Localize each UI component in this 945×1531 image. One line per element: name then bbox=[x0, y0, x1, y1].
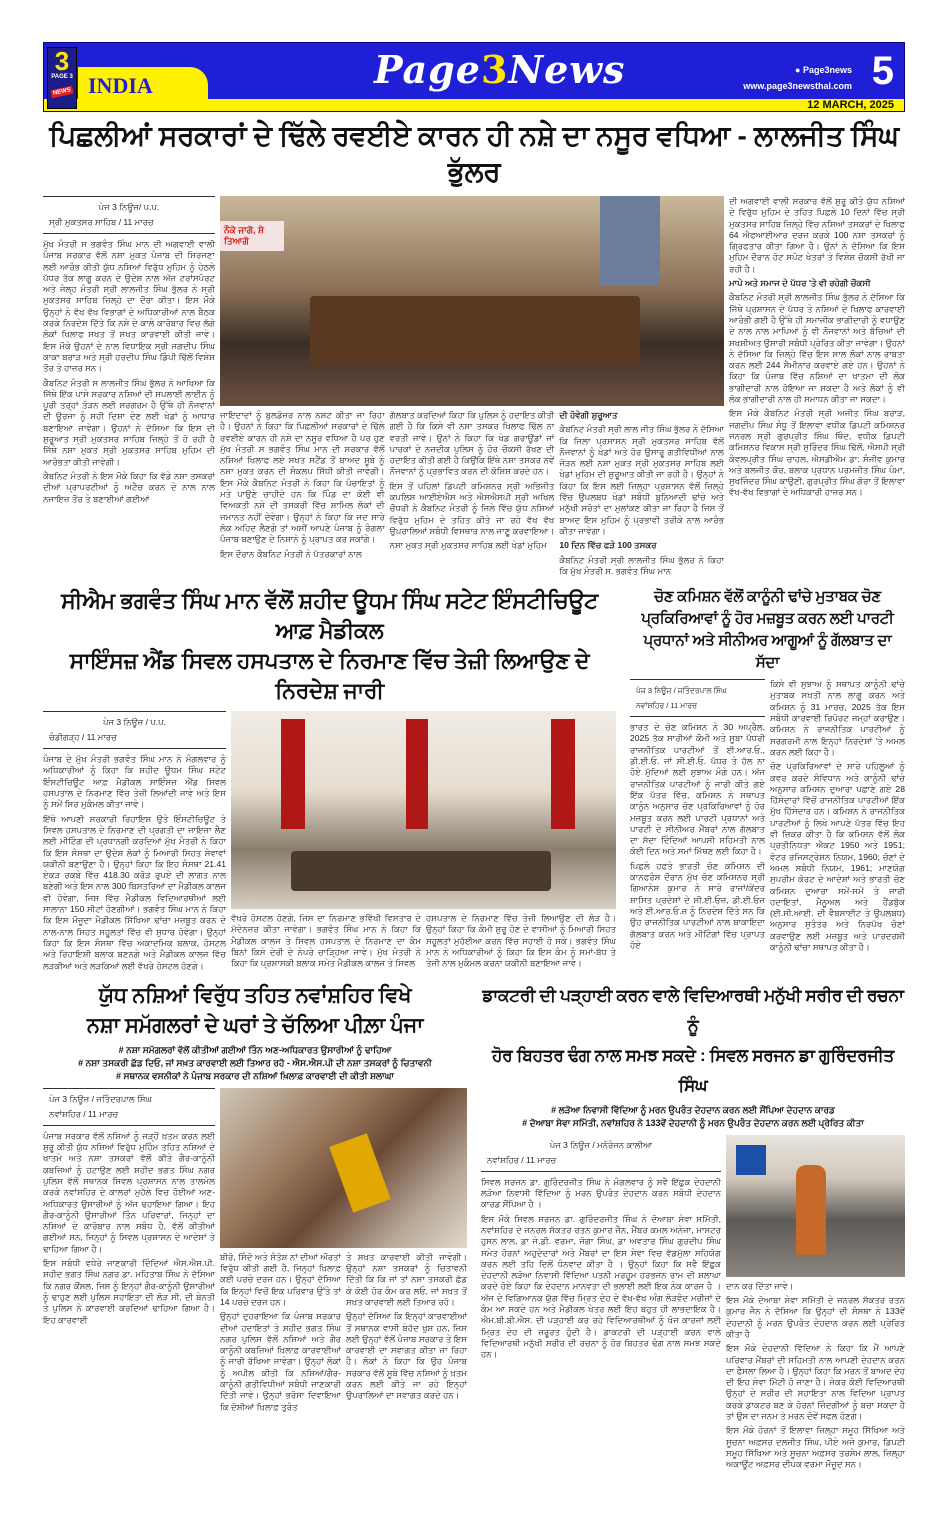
website-url: www.page3newsthal.com bbox=[743, 81, 852, 91]
logo-small-text: PAGE 3 bbox=[51, 74, 73, 80]
story1-center bbox=[220, 196, 724, 580]
subhead: # ਨਸ਼ਾ ਸਮੱਗਲਰਾਂ ਵੱਲੋਂ ਕੀਤੀਆਂ ਗਈਆਂ ਤਿੰਨ ਅਣ-ਅਧਿਕਾਰਤ ਉਸਾਰੀਆਂ ਨੂੰ ਢਾਹਿਆ bbox=[118, 1044, 392, 1055]
story4-left bbox=[43, 1088, 215, 1329]
facebook-handle bbox=[795, 65, 852, 75]
story1-col4 bbox=[559, 410, 724, 580]
byline-agency: ਪੇਜ 3 ਨਿਊਜ਼ / ਜਤਿੰਦਰਪਾਲ ਸਿੰਘ bbox=[636, 686, 727, 696]
story5-photo-card-handover bbox=[726, 1135, 905, 1277]
story3-headline-line2: ਪ੍ਰਕਿਰਿਆਵਾਂ ਨੂੰ ਹੋਰ ਮਜ਼ਬੂਤ ਕਰਨ ਲਈ ਪਾਰਟੀ bbox=[641, 610, 894, 628]
story2-left bbox=[43, 711, 226, 975]
story1-col3 bbox=[390, 410, 555, 580]
story2 bbox=[43, 586, 616, 975]
story1-byline bbox=[43, 196, 215, 234]
byline-place: ਨਵਾਂਸ਼ਹਿਰ / 11 ਮਾਰਚ bbox=[487, 1154, 557, 1165]
paragraph: ਪਿਛਲੇ ਹਫ਼ਤੇ ਭਾਰਤੀ ਚੋਣ ਕਮਿਸ਼ਨ ਦੀ ਕਾਨਫਰੰਸ ਦੌਰਾਨ ਮੁੱਖ ਚੋਣ ਕਮਿਸ਼ਨਰ ਸ੍ਰੀ ਗਿਆਨੇਸ਼ ਕੁਮਾਰ ਨੇ ਸਾਰੇ ਰਾਜਾਂ/ਕੇਂਦਰ ਸ਼ਾਸਿਤ ਪ੍ਰਦੇਸ਼ਾਂ ਦੇ ਸੀ.ਈ.ਓਜ਼, ਡੀ.ਈ.ਓਜ਼ ਅਤੇ ਈ.ਆਰ.ਓ.ਜ਼ ਨੂੰ ਨਿਰਦੇਸ਼ ਦਿੱਤੇ ਸਨ ਕਿ ਉਹ ਰਾਜਨੀਤਿਕ ਪਾਰਟੀਆਂ ਨਾਲ ਬਾਕਾਇਦਾ ਗੱਲਬਾਤ ਕਰਨ ਅਤੇ ਮੀਟਿੰਗਾਂ ਵਿੱਚ ਪ੍ਰਾਪਤ ਹੋਏ bbox=[630, 860, 765, 950]
byline-place: ਨਵਾਂਸ਼ਹਿਰ / 11 ਮਾਰਚ bbox=[636, 701, 698, 711]
byline-place: ਨਵਾਂਸ਼ਹਿਰ / 11 ਮਾਰਚ bbox=[49, 1108, 119, 1119]
subhead: # ਲੜੋਆ ਨਿਵਾਸੀ ਵਿੱਦਿਆ ਨੂੰ ਮਰਨ ਉਪਰੰਤ ਦੇਹਦਾਨ ਕਰਨ ਲਈ ਸੌਂਪਿਆ ਦੇਹਦਾਨ ਕਾਰਡ bbox=[551, 1104, 835, 1115]
story1-col5 bbox=[729, 196, 905, 502]
paragraph: ਇਸ ਮੌਕੇ ਹੋਰਨਾਂ ਤੋਂ ਇਲਾਵਾ ਜ਼ਿਲ੍ਹਾ ਸਮੂਹ ਸਿੱਖਿਆ ਅਤੇ ਸੂਚਨਾ ਅਫ਼ਸਰ ਦਲਜੀਤ ਸਿੰਘ, ਪੀਏ ਅਜੇ ਕੁਮਾਰ, ਡਿਪਟੀ ਸਮੂਹ ਸਿੱਖਿਆ ਅਤੇ ਸੂਚਨਾ ਅਫ਼ਸਰ ਤਰਸੇਮ ਲਾਲ, ਜ਼ਿਲ੍ਹਾ ਅਕਾਊਂਟ ਅਫ਼ਸਰ ਦੀਪਕ ਵਰਮਾ ਮੌਜੂਦ ਸਨ। bbox=[726, 1425, 905, 1470]
section-label: INDIA bbox=[88, 73, 153, 98]
story5-col2 bbox=[726, 1281, 905, 1471]
paragraph: ਕਿਸੇ ਵੀ ਸੁਝਾਅ ਨੂੰ ਸਥਾਪਤ ਕਾਨੂੰਨੀ ਢਾਂਚੇ ਮੁਤਾਬਕ ਸਖ਼ਤੀ ਨਾਲ ਲਾਗੂ ਕਰਨ ਅਤੇ ਕਮਿਸ਼ਨ ਨੂੰ 31 ਮਾਰਚ, 2025 ਤੱਕ ਇਸ ਸਬੰਧੀ ਕਾਰਵਾਈ ਰਿਪੋਰਟ ਜਮ੍ਹਾਂ ਕਰਾਉਣ। ਕਮਿਸ਼ਨ ਨੇ ਰਾਜਨੀਤਿਕ ਪਾਰਟੀਆਂ ਨੂੰ ਸਰਗਰਮੀ ਨਾਲ ਇਨ੍ਹਾਂ ਨਿਰਦੇਸ਼ਾਂ 'ਤੇ ਅਮਲ ਕਰਨ ਲਈ ਕਿਹਾ ਹੈ। bbox=[770, 679, 905, 757]
paragraph: ਇਸ ਦੌਰਾਨ ਕੈਬਨਿਟ ਮੰਤਰੀ ਨੇ ਪੱਤਰਕਾਰਾਂ ਨਾਲ bbox=[220, 548, 362, 559]
paragraph: ਬੀਰੋ, ਸਿੰਦੋ ਅਤੇ ਸੰਤੋਸ਼ ਨਾਂ ਦੀਆਂ ਔਰਤਾਂ ਵਿਰੁੱਧ ਕੀਤੀ ਗਈ ਹੈ, ਜਿਨ੍ਹਾਂ ਖ਼ਿਲਾਫ਼ ਕਈ ਪਰਚੇ ਦਰਜ ਹਨ। ਉਨ੍ਹਾਂ ਦੱਸਿਆ ਕਿ ਇਨ੍ਹਾਂ ਵਿਚੋਂ ਇਕ ਪਰਿਵਾਰ ਉੱਤੇ ਤਾਂ 14 ਪਰਚੇ ਦਰਜ ਹਨ। bbox=[220, 1251, 341, 1307]
story2-col2 bbox=[231, 913, 421, 972]
title-part: Page bbox=[374, 47, 481, 92]
story5-subheads bbox=[481, 1104, 905, 1130]
story2-photo-cm-meeting bbox=[231, 711, 616, 909]
facebook-icon: ● bbox=[795, 65, 803, 75]
story1-col2 bbox=[220, 410, 385, 580]
page-number: 5 bbox=[871, 49, 894, 93]
newspaper-title bbox=[374, 47, 625, 92]
paragraph: ਵੱਖਰੇ ਹੋਸਟਲ ਹੋਣਗੇ, ਜਿਸ ਦਾ ਨਿਰਮਾਣ ਭਵਿੱਖੀ ਵਿਸਤਾਰ ਦੇ ਮੱਦੇਨਜ਼ਰ ਕੀਤਾ ਜਾਵੇਗਾ। ਭਗਵੰਤ ਸਿੰਘ ਮਾਨ ਨੇ ਕਿਹਾ ਕਿ ਮੈਡੀਕਲ ਕਾਲਜ ਤੇ ਸਿਵਲ ਹਸਪਤਾਲ ਦੇ ਨਿਰਮਾਣ ਦਾ ਕੰਮ ਬਿਨਾਂ ਕਿਸੇ ਦੇਰੀ ਦੇ ਨੇਪਰੇ ਚਾੜ੍ਹਿਆ ਜਾਵੇ। ਮੁੱਖ ਮੰਤਰੀ ਨੇ ਕਿਹਾ ਕਿ ਪ੍ਰਸ਼ਾਸਕੀ ਬਲਾਕ ਸਮੇਤ ਮੈਡੀਕਲ ਕਾਲਜ ਤੇ ਸਿਵਲ bbox=[231, 913, 421, 969]
story5-col1 bbox=[481, 1177, 721, 1361]
story3-col1 bbox=[630, 722, 765, 951]
paragraph: ਉਨ੍ਹਾਂ ਦੁਹਰਾਇਆ ਕਿ ਪੰਜਾਬ ਸਰਕਾਰ ਦੀਆਂ ਹਦਾਇਤਾਂ ਤੇ ਸ਼ਹੀਦ ਭਗਤ ਸਿੰਘ ਨਗਰ ਪੁਲਿਸ ਵੱਲੋਂ ਨਸ਼ਿਆਂ ਅਤੇ ਗੈਰ ਕਾਨੂੰਨੀ ਕਬਜ਼ਿਆਂ ਖ਼ਿਲਾਫ਼ ਕਾਰਵਾਈਆਂ ਨੂੰ ਜਾਰੀ ਰੱਖਿਆ ਜਾਵੇਗਾ। ਉਨ੍ਹਾਂ ਲੋਕਾਂ ਨੂੰ ਅਪੀਲ ਕੀਤੀ ਕਿ ਨਸ਼ਿਆਂ/ਗੈਰ-ਕਾਨੂੰਨੀ ਗਤੀਵਿਧੀਆਂ ਸਬੰਧੀ ਜਾਣਕਾਰੀ ਦਿੱਤੀ ਜਾਵੇ। ਉਨ੍ਹਾਂ ਭਰੋਸਾ ਦਿਵਾਇਆ ਕਿ ਦੋਸ਼ੀਆਂ ਖ਼ਿਲਾਫ਼ ਤੁਰੰਤ bbox=[220, 1311, 341, 1412]
paragraph: ਕੈਬਨਿਟ ਮੰਤਰੀ ਸ੍ਰੀ ਲਾਲਜੀਤ ਸਿੰਘ ਭੁੱਲਰ ਨੇ ਦੱਸਿਆ ਕਿ ਜਿੱਥੇ ਪ੍ਰਸ਼ਾਸਨ ਦੇ ਪੱਧਰ ਤੇ ਨਸ਼ਿਆਂ ਦੇ ਖਿਲਾਫ ਕਾਰਵਾਈ ਆਰੰਭੀ ਗਈ ਹੈ ਉੱਥੇ ਹੀ ਸਮਾਜੀਕ ਭਾਗੀਦਾਰੀ ਨੂੰ ਵਧਾਉਣ ਦੇ ਨਾਲ ਨਾਲ ਮਾਪਿਆਂ ਨੂੰ ਵੀ ਨੌਜਵਾਨਾਂ ਅਤੇ ਬੱਚਿਆਂ ਦੀ ਸ਼ਖਸ਼ੀਅਤ ਉਸਾਰੀ ਸਬੰਧੀ ਪ੍ਰੇਰਿਤ ਕੀਤਾ ਜਾਵੇਗਾ। ਉਹਨਾਂ ਨੇ ਦੱਸਿਆ ਕਿ ਜ਼ਿਲ੍ਹੇ ਵਿੱਚ ਇਸ ਸਾਲ ਲੋਕਾਂ ਨਾਲ ਰਾਬਤਾ ਕਰਨ ਲਈ 244 ਸੈਮੀਨਾਰ ਕਰਵਾਏ ਗਏ ਹਨ। ਉਹਨਾਂ ਨੇ ਕਿਹਾ ਕਿ ਪੰਜਾਬ ਵਿੱਚ ਨਸ਼ਿਆਂ ਦਾ ਖਾਤਮਾ ਦੀ ਲੋਕ ਭਾਗੀਦਾਰੀ ਨਾਲ ਹੋਇਆ ਜਾ ਸਕਦਾ ਹੈ ਅਤੇ ਲੋਕਾਂ ਨੂੰ ਵੀ ਲੋਕ ਭਾਗੀਦਾਰੀ ਨਾਲ ਹੀ ਸਮਾਧਨ ਕੀਤਾ ਜਾ ਸਕਦਾ। bbox=[729, 292, 905, 405]
story4 bbox=[43, 981, 467, 1416]
story3-byline bbox=[630, 679, 765, 717]
story3 bbox=[630, 586, 905, 956]
paragraph: ਚੋਣ ਪ੍ਰਕਿਰਿਆਵਾਂ ਦੇ ਸਾਰੇ ਪਹਿਲੂਆਂ ਨੂੰ ਕਵਰ ਕਰਦੇ ਸੰਵਿਧਾਨ ਅਤੇ ਕਾਨੂੰਨੀ ਢਾਂਚੇ ਅਨੁਸਾਰ ਕਮਿਸ਼ਨ ਦੁਆਰਾ ਪਛਾਣੇ ਗਏ 28 ਹਿੱਸੇਦਾਰਾਂ ਵਿੱਚੋਂ ਰਾਜਨੀਤਿਕ ਪਾਰਟੀਆਂ ਇੱਕ ਮੁੱਖ ਹਿੱਸੇਦਾਰ ਹਨ। ਕਮਿਸ਼ਨ ਨੇ ਰਾਜਨੀਤਿਕ ਪਾਰਟੀਆਂ ਨੂੰ ਲਿਖੇ ਆਪਣੇ ਪੱਤਰ ਵਿੱਚ ਇਹ ਵੀ ਜ਼ਿਕਰ ਕੀਤਾ ਹੈ ਕਿ ਕਮਿਸ਼ਨ ਵੱਲੋਂ ਲੋਕ ਪ੍ਰਤੀਨਿਧਤਾ ਐਕਟ 1950 ਅਤੇ 1951; ਵੋਟਰ ਰਜਿਸਟ੍ਰੇਸ਼ਨ ਨਿਯਮ, 1960; ਚੋਣਾਂ ਦੇ ਅਮਲ ਸਬੰਧੀ ਨਿਯਮ, 1961; ਮਾਣਯੋਗ ਸੁਪਰੀਮ ਕੋਰਟ ਦੇ ਆਦੇਸ਼ਾਂ ਅਤੇ ਭਾਰਤੀ ਚੋਣ ਕਮਿਸ਼ਨ ਦੁਆਰਾ ਸਮੇਂ-ਸਮੇਂ ਤੇ ਜਾਰੀ ਹਦਾਇਤਾਂ, ਮੈਨੂਅਲ ਅਤੇ ਹੈਂਡਬੁੱਕ (ਈ.ਸੀ.ਆਈ. ਦੀ ਵੈਬਸਾਈਟ ਤੇ ਉਪਲਬਧ) ਅਨੁਸਾਰ ਸੁਤੰਤਰ ਅਤੇ ਨਿਰਪੱਖ ਚੋਣਾਂ ਕਰਵਾਉਣ ਲਈ ਮਜ਼ਬੂਤ ਅਤੇ ਪਾਰਦਰਸ਼ੀ ਕਾਨੂੰਨੀ ਢਾਂਚਾ ਸਥਾਪਤ ਕੀਤਾ ਹੈ। bbox=[770, 761, 905, 952]
subheading: ਦੀ ਹੋਵੇਗੀ ਸ਼ੁਰੂਆਤ bbox=[559, 410, 618, 420]
story4-photo-demolition bbox=[220, 1088, 467, 1248]
story2-col3 bbox=[426, 913, 616, 972]
paragraph: ਇਸ ਸਬੰਧੀ ਵਧੇਰੇ ਜਾਣਕਾਰੀ ਦਿੰਦਿਆਂ ਐਸ.ਐਸ.ਪੀ. ਸ਼ਹੀਦ ਭਗਤ ਸਿੰਘ ਨਗਰ ਡਾ. ਮਹਿਤਾਬ ਸਿੰਘ ਨੇ ਦੱਸਿਆ ਕਿ ਨਗਰ ਕੌਂਸਲ, ਜਿਸ ਨੂੰ ਇਨ੍ਹਾਂ ਗੈਰ-ਕਾਨੂੰਨੀ ਉਸਾਰੀਆਂ ਨੂੰ ਢਾਹੁਣ ਲਈ ਪੁਲਿਸ ਸਹਾਇਤਾ ਦੀ ਲੋੜ ਸੀ, ਦੀ ਬੇਨਤੀ ਤੇ ਪੁਲਿਸ ਨੇ ਕਾਰਵਾਈ ਕਰਦਿਆਂ ਢਾਹਿਆ ਗਿਆ ਹੈ। ਇਹ ਕਾਰਵਾਈ bbox=[43, 1258, 215, 1325]
story4-headline-line1: ਯੁੱਧ ਨਸ਼ਿਆਂ ਵਿਰੁੱਧ ਤਹਿਤ ਨਵਾਂਸ਼ਹਿਰ ਵਿਖੇ bbox=[98, 983, 412, 1007]
paragraph: ਕੈਬਨਿਟ ਮੰਤਰੀ ਸ੍ਰੀ ਲਾਲ ਜੀਤ ਸਿੰਘ ਭੁੱਲਰ ਨੇ ਦੱਸਿਆ ਕਿ ਜਿਲਾ ਪ੍ਰਸ਼ਾਸਨ ਸ੍ਰੀ ਮੁਕਤਸਰ ਸਾਹਿਬ ਵੱਲੋਂ ਨੌਜਵਾਨਾਂ ਨੂੰ ਖੇਡਾਂ ਅਤੇ ਹੋਰ ਉਸਾਰੂ ਗਤੀਵਿਧੀਆਂ ਨਾਲ ਜੋੜਨ ਲਈ ਨਸ਼ਾ ਮੁਕਤ ਸ੍ਰੀ ਮੁਕਤਸਰ ਸਾਹਿਬ ਲਈ ਖੇਡਾਂ ਮੁਹਿਮ ਦੀ ਸ਼ੁਰੂਆਤ ਕੀਤੀ ਜਾ ਰਹੀ ਹੈ। ਉਨ੍ਹਾਂ ਨੇ ਕਿਹਾ ਕਿ ਇਸ ਲਈ ਜ਼ਿਲ੍ਹਾ ਪ੍ਰਸ਼ਾਸਨ ਵੱਲੋਂ ਜ਼ਿਲ੍ਹੇ ਵਿੱਚ ਉਪਲਬਧ ਖੇਡਾਂ ਸਬੰਧੀ ਬੁਨਿਆਦੀ ਢਾਂਚੇ ਅਤੇ ਮਨੁੱਖੀ ਸਰੋਤਾਂ ਦਾ ਮੁਲਾਂਕਣ ਕੀਤਾ ਜਾ ਰਿਹਾ ਹੈ ਜਿਸ ਤੋਂ ਬਾਅਦ ਇਸ ਮੁਹਿਮ ਨੂੰ ਪ੍ਰਭਾਵੀ ਤਰੀਕੇ ਨਾਲ ਆਰੰਭ ਕੀਤਾ ਜਾਵੇਗਾ। bbox=[559, 424, 724, 536]
story1-photo-meeting bbox=[220, 196, 724, 406]
story2-right bbox=[231, 711, 616, 972]
paragraph: ਇਸ ਮੌਕੇ ਦੇਹਦਾਨੀ ਵਿੱਦਿਆ ਨੇ ਕਿਹਾ ਕਿ ਮੈਂ ਆਪਣੇ ਪਰਿਵਾਰ ਮੈਂਬਰਾਂ ਦੀ ਸਹਿਮਤੀ ਨਾਲ ਆਪਣੀ ਦੇਹਦਾਨ ਕਰਨ ਦਾ ਫੈਸਲਾ ਲਿਆ ਹੈ। ਉਨ੍ਹਾਂ ਕਿਹਾ ਕਿ ਮਰਨ ਤੋਂ ਬਾਅਦ ਦੇਹ ਦੀ ਇਹ ਸੇਵਾ ਮਿੱਟੀ ਹੋ ਜਾਣਾ ਹੈ। ਜੇਕਰ ਕੋਈ ਵਿਦਿਆਰਥੀ ਉਨ੍ਹਾਂ ਦੇ ਸਰੀਰ ਦੀ ਸਹਾਇਤਾ ਨਾਲ ਵਿਦਿਆ ਪ੍ਰਾਪਤ ਕਰਕੇ ਡਾਕਟਰ ਬਣ ਕੇ ਹੋਰਨਾਂ ਜ਼ਿੰਦਗੀਆਂ ਨੂੰ ਬਚਾ ਸਕਦਾ ਹੈ ਤਾਂ ਉਸ ਦਾ ਜਨਮ ਤੇ ਮਰਨ ਦੋਵੇਂ ਸਫਲ ਹੋਣਗੇ। bbox=[726, 1343, 905, 1422]
story4-col2 bbox=[220, 1252, 341, 1416]
subhead: # ਦੋਆਬਾ ਸੇਵਾ ਸਮਿੱਤੀ, ਨਵਾਂਸ਼ਹਿਰ ਨੇ 133ਵੇਂ ਦੇਹਦਾਨੀ ਨੂੰ ਮਰਨ ਉਪਰੰਤ ਦੇਹਦਾਨ ਕਰਨ ਲਈ ਪ੍ਰੇਰਿਤ ਕੀਤਾ bbox=[522, 1117, 864, 1128]
logo-number: 3 bbox=[54, 46, 70, 76]
subhead: # ਸਥਾਨਕ ਵਸਨੀਕਾਂ ਨੇ ਪੰਜਾਬ ਸਰਕਾਰ ਦੀ ਨਸ਼ਿਆਂ ਖ਼ਿਲਾਫ਼ ਕਾਰਵਾਈ ਦੀ ਕੀਤੀ ਸ਼ਲਾਘਾ bbox=[115, 1070, 394, 1081]
paragraph: ਦੀ ਅਗਵਾਈ ਵਾਲੀ ਸਰਕਾਰ ਵੱਲੋਂ ਸ਼ੁਰੂ ਕੀਤੇ ਯੁੱਧ ਨਸ਼ਿਆਂ ਦੇ ਵਿਰੁੱਧ ਮੁਹਿਮ ਦੇ ਤਹਿਤ ਪਿਛਲੇ 10 ਦਿਨਾਂ ਵਿੱਚ ਸ੍ਰੀ ਮੁਕਤਸਰ ਸਾਹਿਬ ਜ਼ਿਲ੍ਹੇ ਵਿੱਚ ਨਸ਼ਿਆਂ ਤਸਕਰਾਂ ਦੇ ਖਿਲਾਫ 64 ਐਫਆਈਆਰ ਦਰਜ ਕਰਕੇ 100 ਨਸ਼ਾ ਤਸਕਰਾਂ ਨੂੰ ਗ੍ਰਿਫਤਾਰ ਕੀਤਾ ਗਿਆ ਹੈ। ਉਨਾਂ ਨੇ ਦੱਸਿਆ ਕਿ ਇਸ ਮੁਹਿਮ ਦੌਰਾਨ ਹੋਟ ਸਪੋਟ ਖੇਤਰਾਂ ਤੇ ਵਿਸ਼ੇਸ਼ ਚੌਕਸੀ ਰੱਖੀ ਜਾ ਰਹੀ ਹੈ। bbox=[729, 196, 905, 274]
story2-headline-line1: ਸੀਐਮ ਭਗਵੰਤ ਸਿੰਘ ਮਾਨ ਵੱਲੋਂ ਸ਼ਹੀਦ ਊਧਮ ਸਿੰਘ ਸਟੇਟ ਇੰਸਟੀਚਿਊਟ ਆਫ਼ ਮੈਡੀਕਲ bbox=[61, 588, 598, 644]
title-number: 3 bbox=[480, 47, 509, 92]
page3-logo bbox=[47, 47, 77, 109]
section-tab bbox=[78, 67, 208, 101]
title-part: News bbox=[508, 47, 626, 92]
byline-agency: ਪੇਜ 3 ਨਿਊਜ਼/ ਪ.ਪ. bbox=[98, 202, 160, 212]
story1-headline: ਪਿਛਲੀਆਂ ਸਰਕਾਰਾਂ ਦੇ ਢਿੱਲੇ ਰਵਈਏ ਕਾਰਨ ਹੀ ਨਸ਼ੇ ਦਾ ਨਸੂਰ ਵਧਿਆ - ਲਾਲਜੀਤ ਸਿੰਘ ਭੁੱਲਰ bbox=[49, 120, 899, 187]
masthead bbox=[43, 42, 905, 112]
paragraph: ਉਨ੍ਹਾਂ ਦੱਸਿਆ ਕਿ ਇਨ੍ਹਾਂ ਕਾਰਵਾਈਆਂ ਤੋਂ ਸਥਾਨਕ ਵਾਸੀ ਬੇਹੱਦ ਖੁਸ਼ ਹਨ, ਜਿਸ ਲਈ ਉਨ੍ਹਾਂ ਵੱਲੋਂ ਪੰਜਾਬ ਸਰਕਾਰ ਤੇ ਇਸ ਕਾਰਵਾਈ ਦਾ ਸਵਾਗਤ ਕੀਤਾ ਜਾ ਰਿਹਾ ਹੈ। ਲੋਕਾਂ ਨੇ ਕਿਹਾ ਕਿ ਉਹ ਪੰਜਾਬ ਸਰਕਾਰ ਵੱਲੋਂ ਸੂਬੇ ਵਿੱਚ ਨਸ਼ਿਆਂ ਨੂੰ ਖ਼ਤਮ ਕਰਨ ਲਈ ਕੀਤੇ ਜਾ ਰਹੇ ਇਨ੍ਹਾਂ ਉਪਰਾਲਿਆਂ ਦਾ ਸਵਾਗਤ ਕਰਦੇ ਹਨ। bbox=[346, 1311, 467, 1401]
paragraph: ਗੱਲਬਾਤ ਕਰਦਿਆਂ ਕਿਹਾ ਕਿ ਪੁਲਿਸ ਨੂੰ ਹਦਾਇਤ ਕੀਤੀ ਗਈ ਹੈ ਕਿ ਕਿਸੇ ਵੀ ਨਸ਼ਾ ਤਸਕਰ ਖਿਲਾਫ ਢਿੱਲ ਨਾ ਵਰਤੀ ਜਾਵੇ। ਉਨਾਂ ਨੇ ਕਿਹਾ ਕਿ ਖੇਡ ਗਰਾਊਂਡਾਂ ਜਾਂ ਪਾਰਕਾਂ ਦੇ ਨਜ਼ਦੀਕ ਪੁਲਿਸ ਨੂੰ ਹੋਰ ਚੌਕਸੀ ਰੱਖਣ ਦੀ ਹਦਾਇਤ ਕੀਤੀ ਗਈ ਹੈ ਕਿਉਂਕਿ ਇੱਥੇ ਨਸ਼ਾ ਤਸਕਰ ਨਵੇਂ ਨੌਜਵਾਨਾਂ ਨੂੰ ਪ੍ਰਭਾਵਿਤ ਕਰਨ ਦੀ ਕੋਸ਼ਿਸ਼ ਕਰਦੇ ਹਨ। bbox=[389, 410, 555, 477]
paragraph: ਇਸ ਤੋਂ ਪਹਿਲਾਂ ਡਿਪਟੀ ਕਮਿਸ਼ਨਰ ਸ੍ਰੀ ਅਭਿਜੀਤ ਕਪਲਿਸ਼ ਆਈਏਐਸ ਅਤੇ ਐਸਐਸਪੀ ਸ੍ਰੀ ਅਖਿਲ ਚੌਧਰੀ ਨੇ ਕੈਬਨਿਟ ਮੰਤਰੀ ਨੂੰ ਜਿਲੇ ਵਿੱਚ ਯੁੱਧ ਨਸ਼ਿਆਂ ਵਿਰੁੱਧ ਮੁਹਿਮ ਦੇ ਤਹਿਤ ਕੀਤੇ ਜਾ ਰਹੇ ਵੱਖ ਵੱਖ ਉਪਰਾਲਿਆਂ ਸਬੰਧੀ ਵਿਸਥਾਰ ਨਾਲ ਜਾਣੂ ਕਰਵਾਇਆ। bbox=[389, 480, 555, 536]
story4-col3 bbox=[346, 1252, 467, 1416]
story4-byline bbox=[43, 1088, 215, 1126]
paragraph: ਇਸ ਮੌਕੇ ਕੈਬਨਿਟ ਮੰਤਰੀ ਸ੍ਰੀ ਅਜੀਤ ਸਿੰਘ ਬਰਾੜ, ਜਗਦੀਪ ਸਿੰਘ ਸੰਧੂ ਤੋਂ ਇਲਾਵਾ ਵਧੀਕ ਡਿਪਟੀ ਕਮਿਸ਼ਨਰ ਜਨਰਲ ਸ੍ਰੀ ਗੁਰਪ੍ਰੀਤ ਸਿੰਘ ਥਿੰਦ, ਵਧੀਕ ਡਿਪਟੀ ਕਮਿਸ਼ਨਰ ਵਿਕਾਸ ਸ੍ਰੀ ਸੁਰਿੰਦਰ ਸਿੰਘ ਢਿੱਲੋਂ, ਐਸਪੀ ਸ੍ਰੀ ਕੰਵਲਪ੍ਰੀਤ ਸਿੰਘ ਚਾਹਲ, ਐਸਡੀਐਮ ਡਾ: ਸੰਜੀਵ ਕੁਮਾਰ ਅਤੇ ਬਲਜੀਤ ਕੌਰ, ਬਲਾਕ ਪ੍ਰਧਾਨ ਪਰਮਜੀਤ ਸਿੰਘ ਪੰਮਾ, ਸੁਖਜਿੰਦਰ ਸਿੰਘ ਕਾਉਣੀ, ਗੁਰਪ੍ਰੀਤ ਸਿੰਘ ਗੋਰਾ ਤੋਂ ਇਲਾਵਾ ਵੱਖ-ਵੱਖ ਵਿਭਾਗਾਂ ਦੇ ਅਧਿਕਾਰੀ ਹਾਜ਼ਰ ਸਨ। bbox=[729, 408, 905, 498]
byline-agency: ਪੇਜ 3 ਨਿਊਜ਼ / ਜਤਿੰਦਰਪਾਲ ਸਿੰਘ bbox=[49, 1093, 152, 1104]
row3 bbox=[43, 981, 905, 1474]
paragraph: ਜਾਇਦਾਦਾਂ ਨੂੰ ਬੁਲਡੋਜ਼ਰ ਨਾਲ ਨਸ਼ਟ ਕੀਤਾ ਜਾ ਰਿਹਾ ਹੈ। ਉਹਨਾਂ ਨੇ ਕਿਹਾ ਕਿ ਪਿਛਲੀਆਂ ਸਰਕਾਰਾਂ ਦੇ ਢਿੱਲੇ ਰਵਈਏ ਕਾਰਨ ਹੀ ਨਸ਼ੇ ਦਾ ਨਸੂਰ ਵਧਿਆ ਹੈ ਪਰ ਹੁਣ ਮੁੱਖ ਮੰਤਰੀ ਸ ਭਗਵੰਤ ਸਿੰਘ ਮਾਨ ਦੀ ਸਰਕਾਰ ਵੱਲੋਂ ਨਸ਼ਿਆਂ ਖਿਲਾਫ ਲਏ ਸਖਤ ਸਟੈਂਡ ਤੋਂ ਬਾਅਦ ਸੂਬੇ ਨੂੰ ਨਸ਼ਾ ਮੁਕਤ ਕਰਨ ਦੀ ਸੰਕਲਪ ਸਿੱਧੀ ਕੀਤੀ ਜਾਵੇਗੀ। ਇਸ ਮੌਕੇ ਕੈਬਨਿਟ ਮੰਤਰੀ ਨੇ ਕਿਹਾ ਕਿ ਪੰਚਾਇਤਾਂ ਨੂੰ ਮਤੇ ਪਾਉਣੇ ਚਾਹੀਦੇ ਹਨ ਕਿ ਪਿੰਡ ਦਾ ਕੋਈ ਵੀ ਵਿਅਕਤੀ ਨਸ਼ੇ ਦੀ ਤਸਕਰੀ ਵਿੱਚ ਸ਼ਾਮਿਲ ਲੋਕਾਂ ਦੀ ਜਮਾਨਤ ਨਹੀਂ ਦੇਵੇਗਾ। ਉਨ੍ਹਾਂ ਨੇ ਕਿਹਾ ਕਿ ਜਦ ਸਾਰੇ ਲੋਕ ਅਹਿਦ ਲੈਣਗੇ ਤਾਂ ਅਸੀਂ ਆਪਣੇ ਪੰਜਾਬ ਨੂੰ ਰੰਗਲਾ ਪੰਜਾਬ ਬਣਾਉਣ ਦੇ ਨਿਸ਼ਾਨੇ ਨੂੰ ਪ੍ਰਾਪਤ ਕਰ ਸਕਾਂਗੇ। bbox=[220, 410, 385, 545]
story3-col2 bbox=[770, 679, 905, 956]
paragraph: ਹਸਪਤਾਲ ਦੇ ਨਿਰਮਾਣ ਵਿੱਚ ਤੇਜ਼ੀ ਲਿਆਉਣ ਦੀ ਲੋੜ ਹੈ। ਉਨ੍ਹਾਂ ਕਿਹਾ ਕਿ ਕੰਮੀ ਸ਼ੁਰੂ ਹੋਣ ਦੇ ਵਾਸੀਆਂ ਨੂੰ ਮਿਆਰੀ ਸਿਹਤ ਸਹੂਲਤਾਂ ਮੁਹੱਈਆ ਕਰਨ ਵਿੱਚ ਸਹਾਈ ਹੋ ਸਕੇ। ਭਗਵੰਤ ਸਿੰਘ ਮਾਨ ਨੇ ਅਧਿਕਾਰੀਆਂ ਨੂੰ ਕਿਹਾ ਕਿ ਇਸ ਕੰਮ ਨੂੰ ਸਮਾਂ-ਬੱਧ ਤੇ ਤੇਜ਼ੀ ਨਾਲ ਮੁਕੰਮਲ ਕਰਨਾ ਯਕੀਨੀ ਬਣਾਇਆ ਜਾਵੇ। bbox=[426, 913, 616, 969]
story1-left bbox=[43, 196, 215, 508]
byline-place: ਸ੍ਰੀ ਮੁਕਤਸਰ ਸਾਹਿਬ / 11 ਮਾਰਚ bbox=[49, 217, 154, 227]
paragraph: ਤੇ ਸਖ਼ਤ ਕਾਰਵਾਈ ਕੀਤੀ ਜਾਵੇਗੀ। ਉਨ੍ਹਾਂ ਨਸ਼ਾ ਤਸਕਰਾਂ ਨੂੰ ਚਿਤਾਵਨੀ ਦਿੱਤੀ ਕਿ ਕਿ ਜਾਂ ਤਾਂ ਨਸ਼ਾ ਤਸਕਰੀ ਛੱਡ ਕੇ ਕੋਈ ਹੋਰ ਕੰਮ ਕਰ ਲਓ, ਜਾਂ ਸਖ਼ਤ ਤੋਂ ਸਖ਼ਤ ਕਾਰਵਾਈ ਲਈ ਤਿਆਰ ਰਹੋ। bbox=[346, 1251, 467, 1307]
paragraph: ਕੈਬਨਿਟ ਮੰਤਰੀ ਸ੍ਰੀ ਲਾਲਜੀਤ ਸਿੰਘ ਭੁੱਲਰ ਨੇ ਕਿਹਾ ਕਿ ਮੁੱਖ ਮੰਤਰੀ ਸ. ਭਗਵੰਤ ਸਿੰਘ ਮਾਨ bbox=[559, 554, 724, 576]
story4-headline-line2: ਨਸ਼ਾ ਸਮੱਗਲਰਾਂ ਦੇ ਘਰਾਂ ਤੇ ਚੱਲਿਆ ਪੀਲ਼ਾ ਪੰਜਾ bbox=[86, 1013, 424, 1037]
paragraph: ਪੰਜਾਬ ਸਰਕਾਰ ਵੱਲੋਂ ਨਸ਼ਿਆਂ ਨੂੰ ਜੜ੍ਹੋਂ ਖ਼ਤਮ ਕਰਨ ਲਈ ਸ਼ੁਰੂ ਕੀਤੀ ਯੁੱਧ ਨਸ਼ਿਆਂ ਵਿਰੁੱਧ ਮੁਹਿੰਮ ਤਹਿਤ ਨਸ਼ਿਆਂ ਦੇ ਖਾਤਮੇ ਅਤੇ ਨਸ਼ਾ ਤਸਕਰਾਂ ਵੱਲੋਂ ਕੀਤੇ ਗੈਰ-ਕਾਨੂੰਨੀ ਕਬਜ਼ਿਆਂ ਨੂੰ ਹਟਾਉਣ ਲਈ ਸ਼ਹੀਦ ਭਗਤ ਸਿੰਘ ਨਗਰ ਪੁਲਿਸ ਵੱਲੋਂ ਸਥਾਨਕ ਸਿਵਲ ਪ੍ਰਸ਼ਾਸਨ ਨਾਲ ਤਾਲਮੇਲ ਕਰਕੇ ਨਵਾਂਸ਼ਹਿਰ ਦੇ ਕਾਲਰਾਂ ਮੁਹੱਲੇ ਵਿਚ ਹੋਈਆਂ ਅਣ-ਅਧਿਕਾਰਤ ਉਸਾਰੀਆਂ ਨੂੰ ਅੱਜ ਢਹਾਇਆ ਗਿਆ। ਇਹ ਗੈਰ-ਕਾਨੂੰਨੀ ਉਸਾਰੀਆਂ ਤਿੰਨ ਪਰਿਵਾਰਾਂ, ਜਿਨ੍ਹਾਂ ਦਾ ਨਸ਼ਿਆਂ ਦੇ ਕਾਰੋਬਾਰ ਨਾਲ ਸਬੰਧ ਹੈ, ਵੱਲੋਂ ਕੀਤੀਆਂ ਗਈਆਂ ਸਨ, ਜਿਨ੍ਹਾਂ ਨੂੰ ਸਿਵਲ ਪ੍ਰਸ਼ਾਸਨ ਦੇ ਆਦੇਸ਼ਾਂ ਤੇ ਢਾਹਿਆ ਗਿਆ ਹੈ। bbox=[43, 1130, 215, 1254]
story5-left bbox=[481, 1135, 721, 1364]
paragraph: ਭਾਰਤ ਦੇ ਚੋਣ ਕਮਿਸ਼ਨ ਨੇ 30 ਅਪ੍ਰੈਲ, 2025 ਤੱਕ ਸਾਰੀਆਂ ਕੌਮੀ ਅਤੇ ਸੂਬਾ ਪੱਧਰੀ ਰਾਜਨੀਤਿਕ ਪਾਰਟੀਆਂ ਤੋਂ ਈ.ਆਰ.ਓ., ਡੀ.ਈ.ਓ. ਜਾਂ ਸੀ.ਈ.ਓ. ਪੱਧਰ ਤੇ ਹੱਲ ਨਾ ਹੋਏ ਮੁੱਦਿਆਂ ਲਈ ਸੁਝਾਅ ਮੰਗੇ ਹਨ। ਅੱਜ ਰਾਜਨੀਤਿਕ ਪਾਰਟੀਆਂ ਨੂੰ ਜਾਰੀ ਕੀਤੇ ਗਏ ਇੱਕ ਪੱਤਰ ਵਿੱਚ, ਕਮਿਸ਼ਨ ਨੇ ਸਥਾਪਤ ਕਾਨੂੰਨ ਅਨੁਸਾਰ ਚੋਣ ਪ੍ਰਕਿਰਿਆਵਾਂ ਨੂੰ ਹੋਰ ਮਜ਼ਬੂਤ ਕਰਨ ਲਈ ਪਾਰਟੀ ਪ੍ਰਧਾਨਾਂ ਅਤੇ ਪਾਰਟੀ ਦੇ ਸੀਨੀਅਰ ਮੈਂਬਰਾਂ ਨਾਲ ਗੱਲਬਾਤ ਦਾ ਸੱਦਾ ਦਿੰਦਿਆਂ ਆਪਸੀ ਸਹਿਮਤੀ ਨਾਲ ਕੋਈ ਦਿਨ ਅਤੇ ਸਮਾਂ ਮਿੱਥਣ ਲਈ ਕਿਹਾ ਹੈ। bbox=[630, 722, 765, 857]
story4-col1 bbox=[43, 1131, 215, 1326]
story5-right bbox=[726, 1135, 905, 1474]
subhead: # ਨਸ਼ਾ ਤਸਕਰੀ ਛੱਡ ਦਿਓ, ਜਾਂ ਸਖ਼ਤ ਕਾਰਵਾਈ ਲਈ ਤਿਆਰ ਰਹੋ - ਐਸ.ਐਸ.ਪੀ ਦੀ ਨਸ਼ਾ ਤਸਕਰਾਂ ਨੂੰ ਚਿਤਾਵਨੀ bbox=[78, 1057, 432, 1068]
paragraph: ਦਾਨ ਕਰ ਦਿੱਤਾ ਜਾਵੇ। bbox=[726, 1280, 794, 1291]
issue-date: 12 MARCH, 2025 bbox=[807, 99, 894, 111]
story1 bbox=[43, 118, 905, 580]
facebook-text: Page3news bbox=[802, 65, 852, 75]
story3-headline-line1: ਚੋਣ ਕਮਿਸ਼ਨ ਵੱਲੋਂ ਕਾਨੂੰਨੀ ਢਾਂਚੇ ਮੁਤਾਬਕ ਚੋਣ bbox=[654, 588, 881, 606]
story4-right bbox=[220, 1088, 467, 1416]
paragraph: ਇਸ ਮੌਕੇ ਸਿਵਲ ਸਰਜਨ ਡਾ. ਗੁਰਿੰਦਰਜੀਤ ਸਿੰਘ ਨੇ ਦੋਆਬਾ ਸੇਵਾ ਸਮਿੱਤੀ, ਨਵਾਂਸ਼ਹਿਰ ਦੇ ਜਨਰਲ ਸੱਕਤਰ ਰਤਨ ਕੁਮਾਰ ਜੈਨ, ਮੈਂਬਰ ਕਮਲ ਅਨੇਜਾ, ਮਾਸਟਰ ਹੁਸਨ ਲਾਲ, ਡਾ ਜੇ.ਡੀ. ਵਰਮਾ, ਜੋਗਾ ਸਿੰਘ, ਡਾ ਅਵਤਾਰ ਸਿੰਘ ਗੁਰਦੀਪ ਸਿੰਘ ਸਮੇਤ ਹੋਰਨਾਂ ਅਹੁਦੇਦਾਰਾਂ ਅਤੇ ਮੈਂਬਰਾਂ ਦਾ ਇਸ ਸੇਵਾ ਵਿਚ ਵੱਡਮੁੱਲਾ ਸਹਿਯੋਗ ਕਰਨ ਲਈ ਤਹਿ ਦਿਲੋਂ ਧੰਨਵਾਦ ਕੀਤਾ ਹੈ । ਉਨ੍ਹਾਂ ਕਿਹਾ ਕਿ ਸਵੈ ਇੱਛੁਕ ਦੇਹਦਾਨੀ ਲੜੋਆ ਨਿਵਾਸੀ ਵਿੱਦਿਆ ਪਤਨੀ ਮਰਹੂਮ ਹਰਭਜਨ ਰਾਮ ਦੀ ਸ਼ਲਾਘਾ ਕਰਦੇ ਹੋਏ ਕਿਹਾ ਕਿ ਦੇਹਦਾਨ ਮਾਨਵਤਾ ਦੀ ਭਲਾਈ ਲਈ ਇਕ ਨੇਕ ਕਾਰਜ ਹੈ ।ਅੱਜ ਦੇ ਵਿਗਿਆਨਕ ਯੁੱਗ ਵਿੱਚ ਮ੍ਰਿਤ ਦੇਹ ਦੇ ਵੱਖ-ਵੱਖ ਅੰਗ ਲੋੜਵੰਦ ਮਰੀਜ਼ਾਂ ਦੇ ਕੰਮ ਆ ਸਕਦੇ ਹਨ ਅਤੇ ਮੈਡੀਕਲ ਖੇਤਰ ਲਈ ਇਹ ਬਹੁਤ ਹੀ ਲਾਭਦਾਇਕ ਹੈ। ਐਮ.ਬੀ.ਬੀ.ਐਸ. ਦੀ ਪੜ੍ਹਾਈ ਕਰ ਰਹੇ ਵਿਦਿਆਰਥੀਆਂ ਨੂੰ ਖੋਜ ਕਾਰਜਾਂ ਲਈ ਮ੍ਰਿਤ ਦੇਹ ਦੀ ਜ਼ਰੂਰਤ ਹੁੰਦੀ ਹੈ। ਡਾਕਟਰੀ ਦੀ ਪੜ੍ਹਾਈ ਕਰਨ ਵਾਲੇ ਵਿਦਿਆਰਥੀ ਮਨੁੱਖੀ ਸਰੀਰ ਦੀ ਰਚਨਾ ਨੂੰ ਹੋਰ ਬਿਹਤਰ ਢੰਗ ਨਾਲ ਸਮਝ ਸਕਦੇ ਹਨ। bbox=[481, 1213, 721, 1360]
story2-col1 bbox=[43, 754, 226, 972]
byline-agency: ਪੇਜ 3 ਨਿਊਜ਼ / ਪ.ਪ. bbox=[103, 717, 166, 728]
paragraph: ਮੁੱਖ ਮੰਤਰੀ ਸ ਭਗਵੰਤ ਸਿੰਘ ਮਾਨ ਦੀ ਅਗਵਾਈ ਵਾਲੀ ਪੰਜਾਬ ਸਰਕਾਰ ਵੱਲੋਂ ਨਸ਼ਾ ਮੁਕਤ ਪੰਜਾਬ ਦੀ ਸਿਰਜਣਾ ਲਈ ਆਰੰਭ ਕੀਤੀ ਯੁੱਧ ਨਸ਼ਿਆਂ ਵਿਰੁੱਧ ਮੁਹਿਮ ਨੂੰ ਹੇਠਲੇ ਪੱਧਰ ਤੱਕ ਲਾਗੂ ਕਰਨ ਦੇ ਉਦੇਸ਼ ਨਾਲ ਅੱਜ ਟਰਾਂਸਪੋਰਟ ਅਤੇ ਜੇਲ੍ਹ ਮੰਤਰੀ ਸ੍ਰੀ ਲਾਲਜੀਤ ਸਿੰਘ ਭੁੱਲਰ ਨੇ ਸ੍ਰੀ ਮੁਕਤਸਰ ਸਾਹਿਬ ਜ਼ਿਲ੍ਹੇ ਦਾ ਦੌਰਾ ਕੀਤਾ। ਇਸ ਮੌਕੇ ਉਨ੍ਹਾਂ ਨੇ ਵੱਖ ਵੱਖ ਵਿਭਾਗਾਂ ਦੇ ਅਧਿਕਾਰੀਆਂ ਨਾਲ ਬੈਠਕ ਕਰਕੇ ਨਿਰਦੇਸ਼ ਦਿੱਤੇ ਕਿ ਨਸ਼ੇ ਦੇ ਕਾਲੇ ਕਾਰੋਬਾਰ ਵਿਚ ਲੱਗੇ ਲੋਕਾਂ ਖਿਲਾਫ ਸਖਤ ਤੋਂ ਸਖਤ ਕਾਰਵਾਈ ਕੀਤੀ ਜਾਵੇ। ਇਸ ਮੌਕੇ ਉਹਨਾਂ ਦੇ ਨਾਲ ਵਿਧਾਇਕ ਸ੍ਰੀ ਜਗਦੀਪ ਸਿੰਘ ਕਾਕਾ ਬਰਾੜ ਅਤੇ ਸ੍ਰੀ ਹਰਦੀਪ ਸਿੰਘ ਡਿੰਪੀ ਢਿੱਲੋਂ ਵਿਸ਼ੇਸ਼ ਤੌਰ ਤੇ ਹਾਜ਼ਰ ਸਨ। bbox=[43, 239, 215, 374]
row2 bbox=[43, 586, 905, 975]
subheading: ਮਾਪੇ ਅਤੇ ਸਮਾਜ ਦੇ ਪੱਧਰ 'ਤੇ ਵੀ ਰਹੇਗੀ ਚੌਕਸੀ bbox=[729, 278, 871, 289]
subheading: 10 ਦਿਨ ਵਿੱਚ ਫੜੇ 100 ਤਸਕਰ bbox=[559, 540, 657, 551]
paragraph: ਇਸ ਮੌਕੇ ਦੋਆਬਾ ਸੇਵਾ ਸਮਿੱਤੀ ਦੇ ਜਨਰਲ ਸੱਕਤਰ ਰਤਨ ਕੁਮਾਰ ਜੈਨ ਨੇ ਦੱਸਿਆ ਕਿ ਉਨ੍ਹਾਂ ਦੀ ਸੰਸਥਾ ਨੇ 133ਵੇਂ ਦੇਹਦਾਨੀ ਨੂੰ ਮਰਨ ਉਪਰੰਤ ਦੇਹਦਾਨ ਕਰਨ ਲਈ ਪ੍ਰੇਰਿਤ ਕੀਤਾ ਹੈ bbox=[726, 1295, 905, 1339]
story2-headline-line2: ਸਾਇੰਸਜ਼ ਐਂਡ ਸਿਵਲ ਹਸਪਤਾਲ ਦੇ ਨਿਰਮਾਣ ਵਿੱਚ ਤੇਜ਼ੀ ਲਿਆਉਣ ਦੇ ਨਿਰਦੇਸ਼ ਜਾਰੀ bbox=[69, 648, 590, 704]
paragraph: ਸਿਵਲ ਸਰਜਨ ਡਾ. ਗੁਰਿੰਦਰਜੀਤ ਸਿੰਘ ਨੇ ਮੰਗਲਵਾਰ ਨੂੰ ਸਵੈ ਇੱਛੁਕ ਦੇਹਦਾਨੀ ਲੜੋਆ ਨਿਵਾਸੀ ਵਿੱਦਿਆ ਨੂੰ ਮਰਨ ਉਪਰੰਤ ਦੇਹਦਾਨ ਕਰਨ ਸਬੰਧੀ ਦੇਹਦਾਨ ਕਾਰਡ ਸੌਂਪਿਆ ਹੈ । bbox=[481, 1176, 721, 1210]
paragraph: ਨਸ਼ਾ ਮੁਕਤ ਸ੍ਰੀ ਮੁਕਤਸਰ ਸਾਹਿਬ ਲਈ ਖੇਡਾਂ ਮੁਹਿਮ bbox=[389, 540, 547, 551]
story3-left bbox=[630, 679, 765, 954]
story5-headline-line1: ਡਾਕਟਰੀ ਦੀ ਪੜ੍ਹਾਈ ਕਰਨ ਵਾਲੇ ਵਿਦਿਆਰਥੀ ਮਨੁੱਖੀ ਸਰੀਰ ਦੀ ਰਚਨਾ ਨੂੰ bbox=[482, 985, 904, 1035]
story4-subheads bbox=[43, 1044, 467, 1083]
byline-agency: ਪੇਜ 3 ਨਿਊਜ਼ / ਮਨੋਰੰਜਨ ਕਾਲੀਆ bbox=[549, 1139, 653, 1150]
story1-col1 bbox=[43, 239, 215, 505]
paragraph: ਕੈਬਨਿਟ ਮੰਤਰੀ ਨੇ ਇਸ ਮੌਕੇ ਕਿਹਾ ਕਿ ਵੱਡੇ ਨਸ਼ਾ ਤਸਕਰਾਂ ਦੀਆਂ ਪ੍ਰਾਪਰਟੀਆਂ ਨੂੰ ਅਟੈਚ ਕਰਨ ਦੇ ਨਾਲ ਨਾਲ ਨਜਾਇਜ਼ ਤੌਰ ਤੇ ਬਣਾਈਆਂ ਗਈਆਂ bbox=[43, 470, 215, 504]
story2-byline bbox=[43, 711, 226, 749]
byline-place: ਚੰਡੀਗੜ੍ਹ / 11 ਮਾਰਚ bbox=[49, 732, 117, 743]
paragraph: ਪੰਜਾਬ ਦੇ ਮੁੱਖ ਮੰਤਰੀ ਭਗਵੰਤ ਸਿੰਘ ਮਾਨ ਨੇ ਮੰਗਲਵਾਰ ਨੂੰ ਅਧਿਕਾਰੀਆਂ ਨੂੰ ਕਿਹਾ ਕਿ ਸ਼ਹੀਦ ਊਧਮ ਸਿੰਘ ਸਟੇਟ ਇੰਸਟੀਚਿਊਟ ਆਫ਼ ਮੈਡੀਕਲ ਸਾਇੰਸਜ਼ ਐਂਡ ਸਿਵਲ ਹਸਪਤਾਲ ਦੇ ਨਿਰਮਾਣ ਵਿੱਚ ਤੇਜ਼ੀ ਲਿਆਂਦੀ ਜਾਵੇ ਅਤੇ ਇਸ ਨੂੰ ਸਮੇਂ ਸਿਰ ਮੁਕੰਮਲ ਕੀਤਾ ਜਾਵੇ। bbox=[43, 754, 226, 810]
photo-banner: ਨੌਕੇ ਜਾਗੋ, ਸ਼ੇ ਤਿਆਗੋ bbox=[220, 221, 284, 251]
paragraph: ਕੈਬਨਿਟ ਮੰਤਰੀ ਸ ਲਾਲਜੀਤ ਸਿੰਘ ਭੁੱਲਰ ਨੇ ਆਖਿਆ ਕਿ ਜਿੱਥੇ ਇੱਕ ਪਾਸੇ ਸਰਕਾਰ ਨਸ਼ਿਆਂ ਦੀ ਸਪਲਾਈ ਲਾਈਨ ਨੂੰ ਪੂਰੀ ਤਰ੍ਹਾਂ ਤੋੜਨ ਲਈ ਸਰਗਰਮ ਹੈ ਉੱਥੇ ਹੀ ਨੌਜਵਾਨਾਂ ਦੀ ਊਰਜਾ ਨੂੰ ਸਹੀ ਦਿਸ਼ਾ ਦੇਣ ਲਈ ਖੇਡਾਂ ਨੂੰ ਆਧਾਰ ਬਣਾਇਆ ਜਾਵੇਗਾ। ਉਹਨਾਂ ਨੇ ਦੱਸਿਆ ਕਿ ਇਸ ਦੀ ਸ਼ੁਰੂਆਤ ਸ੍ਰੀ ਮੁਕਤਸਰ ਸਾਹਿਬ ਜ਼ਿਲ੍ਹੇ ਤੋਂ ਹੋ ਰਹੀ ਹੈ ਜਿੱਥੇ ਨਸ਼ਾ ਮੁਕਤ ਸ੍ਰੀ ਮੁਕਤਸਰ ਸਾਹਿਬ ਮੁਹਿਮ ਦੀ ਆਰੰਭਤਾ ਕੀਤੀ ਜਾਵੇਗੀ। bbox=[43, 377, 215, 467]
story5-headline-line2: ਹੋਰ ਬਿਹਤਰ ਢੰਗ ਨਾਲ ਸਮਝ ਸਕਦੇ : ਸਿਵਲ ਸਰਜਨ ਡਾ ਗੁਰਿੰਦਰਜੀਤ ਸਿੰਘ bbox=[492, 1045, 894, 1095]
story5-byline bbox=[481, 1135, 721, 1172]
story3-headline-line3: ਪ੍ਰਧਾਨਾਂ ਅਤੇ ਸੀਨੀਅਰ ਆਗੂਆਂ ਨੂੰ ਗੱਲਬਾਤ ਦਾ ਸੱਦਾ bbox=[643, 632, 892, 672]
logo-ribbon: NEWS bbox=[50, 86, 73, 98]
paragraph: ਇੱਥੇ ਆਪਣੀ ਸਰਕਾਰੀ ਰਿਹਾਇਸ਼ ਉਤੇ ਇੰਸਟੀਚਿਊਟ ਤੇ ਸਿਵਲ ਹਸਪਤਾਲ ਦੇ ਨਿਰਮਾਣ ਦੀ ਪ੍ਰਗਤੀ ਦਾ ਜਾਇਜ਼ਾ ਲੈਣ ਲਈ ਮੀਟਿੰਗ ਦੀ ਪ੍ਰਧਾਨਗੀ ਕਰਦਿਆਂ ਮੁੱਖ ਮੰਤਰੀ ਨੇ ਕਿਹਾ ਕਿ ਇਸ ਸੰਸਥਾ ਦਾ ਉਦੇਸ਼ ਲੋਕਾਂ ਨੂੰ ਮਿਆਰੀ ਸਿਹਤ ਸੇਵਾਵਾਂ ਯਕੀਨੀ ਬਣਾਉਣਾ ਹੈ। ਉਨ੍ਹਾਂ ਕਿਹਾ ਕਿ ਇਹ ਸੰਸਥਾ 21.41 ਏਕੜ ਰਕਬੇ ਵਿੱਚ 418.30 ਕਰੋੜ ਰੁਪਏ ਦੀ ਲਾਗਤ ਨਾਲ ਬਣੇਗੀ ਅਤੇ ਇਸ ਨਾਲ 300 ਬਿਸਤਰਿਆਂ ਦਾ ਮੈਡੀਕਲ ਕਾਲਜ ਵੀ ਹੋਵੇਗਾ, ਜਿਸ ਵਿੱਚ ਮੈਡੀਕਲ ਵਿਦਿਆਰਥੀਆਂ ਲਈ ਸਾਲਾਨਾ 150 ਸੀਟਾਂ ਹੋਣਗੀਆਂ। ਭਗਵੰਤ ਸਿੰਘ ਮਾਨ ਨੇ ਕਿਹਾ ਕਿ ਇਸ ਮੌਜੂਦਾ ਮੈਡੀਕਲ ਸਿੱਖਿਆ ਢਾਂਚਾ ਮਜ਼ਬੂਤ ਕਰਨ ਦੇ ਨਾਲ-ਨਾਲ ਸਿਹਤ ਸਹੂਲਤਾਂ ਵਿੱਚ ਵੀ ਸੁਧਾਰ ਹੋਵੇਗਾ। ਉਨ੍ਹਾਂ ਕਿਹਾ ਕਿ ਇਸ ਸੰਸਥਾ ਵਿੱਚ ਅਕਾਦਮਿਕ ਬਲਾਕ, ਹੋਸਟਲ ਅਤੇ ਰਿਹਾਇਸ਼ੀ ਬਲਾਕ ਬਣਨਗੇ ਅਤੇ ਮੈਡੀਕਲ ਕਾਲਜ ਵਿੱਚ ਲੜਕੀਆਂ ਅਤੇ ਲੜਕਿਆਂ ਲਈ ਵੱਖਰੇ ਹੋਸਟਲ ਹੋਣਗੇ। bbox=[43, 813, 226, 971]
story5 bbox=[481, 981, 905, 1474]
